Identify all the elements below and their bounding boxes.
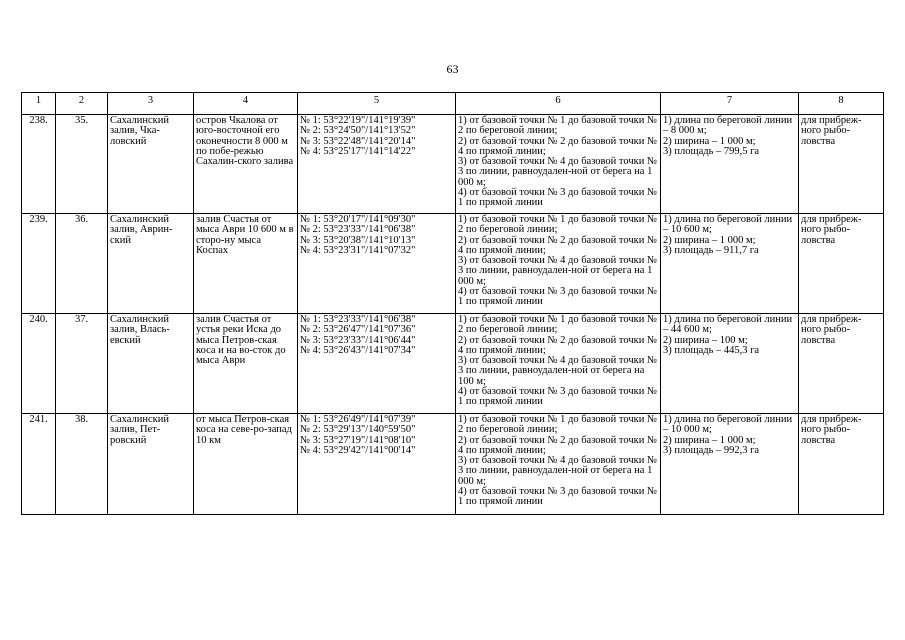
site-name: Сахалинский залив, Чка-ловский [108,115,194,214]
site-coordinates: № 1: 53°22'19"/141°19'39" № 2: 53°24'50"/141°13'52" № 3: 53°22'48"/141°20'14" № 4: 53°25'17"/141°14'22" [298,115,456,214]
boundary-description: 1) от базовой точки № 1 до базовой точки № 2 по береговой линии; 2) от базовой точки № 2 до базовой точки № 4 по прямой линии; 3) от базовой точки № 4 до базовой точки № 3 по линии, равноудален-ной от берега на 1 000 м; 4) от базовой точки № 3 до базовой точки № 1 по прямой линии [456,214,661,314]
table-row [22,214,884,314]
header-row [22,93,884,115]
header-col-7: 7 [661,93,799,115]
fishing-sites-table [21,92,884,515]
site-purpose: для прибреж-ного рыбо-ловства [799,414,884,515]
site-boundaries: залив Счастья от устья реки Иска до мыса Петров-ская коса и на во-сток до мыса Аври [194,314,298,414]
site-number: 37. [56,314,108,414]
boundary-description: 1) от базовой точки № 1 до базовой точки № 2 по береговой линии; 2) от базовой точки № 2 до базовой точки № 4 по прямой линии; 3) от базовой точки № 4 до базовой точки № 3 по линии, равноудален-ной от берега на 1 000 м; 4) от базовой точки № 3 до базовой точки № 1 по прямой линии [456,414,661,515]
site-purpose: для прибреж-ного рыбо-ловства [799,115,884,214]
header-col-8: 8 [799,93,884,115]
row-number: 238. [22,115,56,214]
row-number: 239. [22,214,56,314]
site-boundaries: от мыса Петров-ская коса на севе-ро-запад 10 км [194,414,298,515]
header-col-6: 6 [456,93,661,115]
site-coordinates: № 1: 53°20'17"/141°09'30" № 2: 53°23'33"/141°06'38" № 3: 53°20'38"/141°10'13" № 4: 53°23'31"/141°07'32" [298,214,456,314]
site-name: Сахалинский залив, Аврин-ский [108,214,194,314]
site-purpose: для прибреж-ного рыбо-ловства [799,314,884,414]
header-col-5: 5 [298,93,456,115]
header-col-4: 4 [194,93,298,115]
header-col-3: 3 [108,93,194,115]
site-number: 38. [56,414,108,515]
page-number: 63 [446,62,459,76]
site-purpose: для прибреж-ного рыбо-ловства [799,214,884,314]
site-number: 36. [56,214,108,314]
site-coordinates: № 1: 53°23'33"/141°06'38" № 2: 53°26'47"/141°07'36" № 3: 53°23'33"/141°06'44" № 4: 53°26'43"/141°07'34" [298,314,456,414]
site-dimensions: 1) длина по береговой линии – 10 600 м; 2) ширина – 1 000 м; 3) площадь – 911,7 га [661,214,799,314]
site-dimensions: 1) длина по береговой линии – 10 000 м; 2) ширина – 1 000 м; 3) площадь – 992,3 га [661,414,799,515]
table-row [22,115,884,214]
table-row [22,414,884,515]
row-number: 240. [22,314,56,414]
site-boundaries: залив Счастья от мыса Аври 10 600 м в сторо-ну мыса Коспах [194,214,298,314]
site-name: Сахалинский залив, Пет-ровский [108,414,194,515]
site-dimensions: 1) длина по береговой линии – 8 000 м; 2) ширина – 1 000 м; 3) площадь – 799,5 га [661,115,799,214]
header-col-2: 2 [56,93,108,115]
boundary-description: 1) от базовой точки № 1 до базовой точки № 2 по береговой линии; 2) от базовой точки № 2 до базовой точки № 4 по прямой линии; 3) от базовой точки № 4 до базовой точки № 3 по линии, равноудален-ной от берега на 100 м; 4) от базовой точки № 3 до базовой точки № 1 по прямой линии [456,314,661,414]
site-name: Сахалинский залив, Влась-евский [108,314,194,414]
site-number: 35. [56,115,108,214]
table-row [22,314,884,414]
boundary-description: 1) от базовой точки № 1 до базовой точки № 2 по береговой линии; 2) от базовой точки № 2 до базовой точки № 4 по прямой линии; 3) от базовой точки № 4 до базовой точки № 3 по линии, равноудален-ной от берега на 1 000 м; 4) от базовой точки № 3 до базовой точки № 1 по прямой линии [456,115,661,214]
site-coordinates: № 1: 53°26'49"/141°07'39" № 2: 53°29'13"/140°59'50" № 3: 53°27'19"/141°08'10" № 4: 53°29'42"/141°00'14" [298,414,456,515]
site-dimensions: 1) длина по береговой линии – 44 600 м; 2) ширина – 100 м; 3) площадь – 445,3 га [661,314,799,414]
site-boundaries: остров Чкалова от юго-восточной его оконечности 8 000 м по побе-режью Сахалин-ского залива [194,115,298,214]
row-number: 241. [22,414,56,515]
header-col-1: 1 [22,93,56,115]
